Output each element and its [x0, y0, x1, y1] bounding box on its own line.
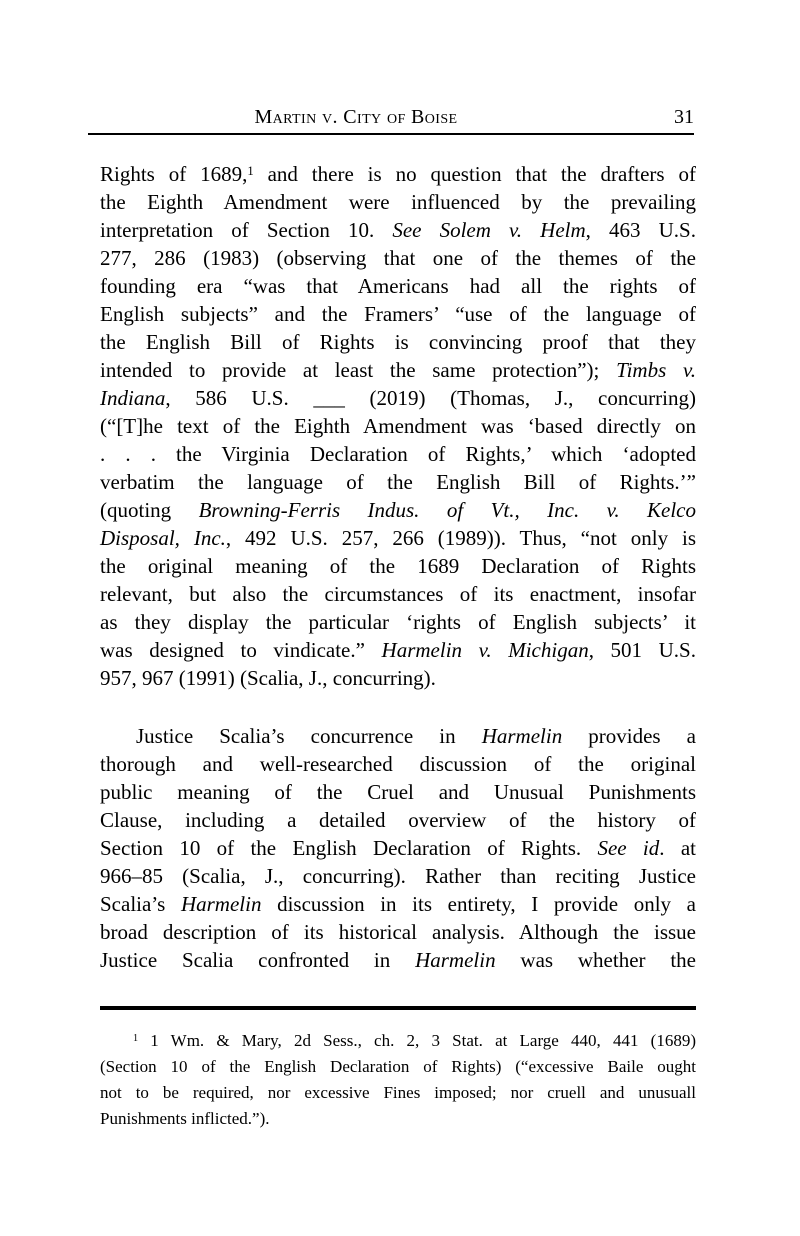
opinion-body [100, 160, 696, 974]
text-line [100, 664, 696, 692]
text-segment: Justice Scalia confronted in [100, 948, 416, 972]
text-segment: . . . the Virginia Declaration of Rights,’ which ‘adopted [100, 442, 696, 466]
footnote-reference-marker: 1 [247, 164, 254, 179]
text-segment: (“[T]he text of the Eighth Amendment was ‘based directly on [100, 414, 696, 438]
page-header [100, 106, 696, 132]
text-line [100, 946, 696, 974]
italic-text-segment: Harmelin [415, 948, 496, 972]
italic-text-segment: Harmelin [481, 724, 563, 748]
text-segment: (Section 10 of the English Declaration of Rights) (“excessive Baile ought [100, 1057, 696, 1076]
text-segment: , 463 U.S. [585, 218, 696, 242]
text-line [100, 608, 696, 636]
body-paragraph-2 [100, 722, 696, 974]
text-segment: intended to provide at least the same protection”); [100, 358, 617, 382]
text-segment: , 501 U.S. [588, 638, 696, 662]
text-line [100, 636, 696, 664]
text-segment: public meaning of the Cruel and Unusual Punishments [100, 780, 696, 804]
text-segment: provides a [562, 724, 696, 748]
text-segment: and there is no question that the drafters of [253, 162, 696, 186]
text-line [100, 552, 696, 580]
text-segment: founding era “was that Americans had all the rights of [100, 274, 696, 298]
text-segment: as they display the particular ‘rights of English subjects’ it [100, 610, 696, 634]
text-segment: the English Bill of Rights is convincing proof that they [100, 330, 696, 354]
text-line [100, 1028, 696, 1054]
text-segment: Scalia’s [100, 892, 181, 916]
text-segment: 966–85 (Scalia, J., concurring). Rather than reciting Justice [100, 864, 696, 888]
italic-text-segment: Browning-Ferris Indus. of Vt., Inc. v. Kelco [198, 498, 696, 522]
text-line [100, 496, 696, 524]
text-line [100, 328, 696, 356]
text-line [100, 778, 696, 806]
text-segment: Section 10 of the English Declaration of Rights. [100, 836, 598, 860]
text-line [100, 412, 696, 440]
italic-text-segment: Harmelin v. Michigan [381, 638, 589, 662]
text-segment: Rights of 1689, [100, 162, 248, 186]
text-segment: 277, 286 (1983) (observing that one of the themes of the [100, 246, 696, 270]
text-line [100, 300, 696, 328]
text-segment: was whether the [495, 948, 697, 972]
text-line [100, 216, 696, 244]
italic-text-segment: Harmelin [180, 892, 262, 916]
text-segment: Justice Scalia’s concurrence in [136, 724, 482, 748]
text-segment: thorough and well-researched discussion of the original [100, 752, 696, 776]
italic-text-segment: Timbs v. [616, 358, 696, 382]
text-segment: English subjects” and the Framers’ “use of the language of [100, 302, 696, 326]
text-segment: (quoting [100, 498, 199, 522]
text-line [100, 356, 696, 384]
italic-text-segment: See id [597, 836, 660, 860]
case-title: Martin v. City of Boise [254, 106, 458, 128]
text-line [100, 384, 696, 412]
text-segment: Clause, including a detailed overview of the history of [100, 808, 696, 832]
footnote-reference-marker: 1 [133, 1033, 139, 1045]
text-segment: 957, 967 (1991) (Scalia, J., concurring). [100, 666, 436, 690]
text-line [100, 160, 696, 188]
text-segment: . at [659, 836, 697, 860]
text-line [100, 890, 696, 918]
text-line [100, 440, 696, 468]
text-segment: , 586 U.S. ___ (2019) (Thomas, J., concurring) [165, 386, 696, 410]
text-line [100, 918, 696, 946]
text-segment: verbatim the language of the English Bill of Rights.’” [100, 470, 696, 494]
text-line [100, 1054, 696, 1080]
text-line [100, 468, 696, 496]
text-line [100, 834, 696, 862]
text-line [100, 244, 696, 272]
text-segment: discussion in its entirety, I provide only a [261, 892, 696, 916]
text-line [100, 188, 696, 216]
text-segment: Punishments inflicted.”). [100, 1109, 270, 1128]
text-line [100, 1106, 696, 1132]
text-line [100, 580, 696, 608]
text-segment: interpretation of Section 10. [100, 218, 393, 242]
header-rule [88, 133, 694, 135]
italic-text-segment: See Solem v. Helm [392, 218, 586, 242]
text-segment: was designed to vindicate.” [100, 638, 382, 662]
text-segment: 1 Wm. & Mary, 2d Sess., ch. 2, 3 Stat. at Large 440, 441 (1689) [138, 1031, 696, 1050]
text-segment: the original meaning of the 1689 Declaration of Rights [100, 554, 696, 578]
text-segment: not to be required, nor excessive Fines imposed; nor cruell and unusuall [100, 1083, 696, 1102]
text-segment: the Eighth Amendment were influenced by the prevailing [100, 190, 696, 214]
text-line [100, 1080, 696, 1106]
footnote-separator-rule [100, 1006, 696, 1010]
italic-text-segment: Disposal, Inc. [100, 526, 226, 550]
text-segment: relevant, but also the circumstances of its enactment, insofar [100, 582, 696, 606]
italic-text-segment: Indiana [100, 386, 166, 410]
text-line [100, 524, 696, 552]
text-segment: , 492 U.S. 257, 266 (1989)). Thus, “not only is [225, 526, 696, 550]
text-line [100, 272, 696, 300]
footnote [100, 1028, 696, 1132]
text-line [100, 862, 696, 890]
text-line [100, 806, 696, 834]
body-paragraph-1 [100, 160, 696, 692]
page-number: 31 [674, 106, 694, 128]
text-segment: broad description of its historical analysis. Although the issue [100, 920, 696, 944]
text-line [100, 750, 696, 778]
text-line [100, 722, 696, 750]
